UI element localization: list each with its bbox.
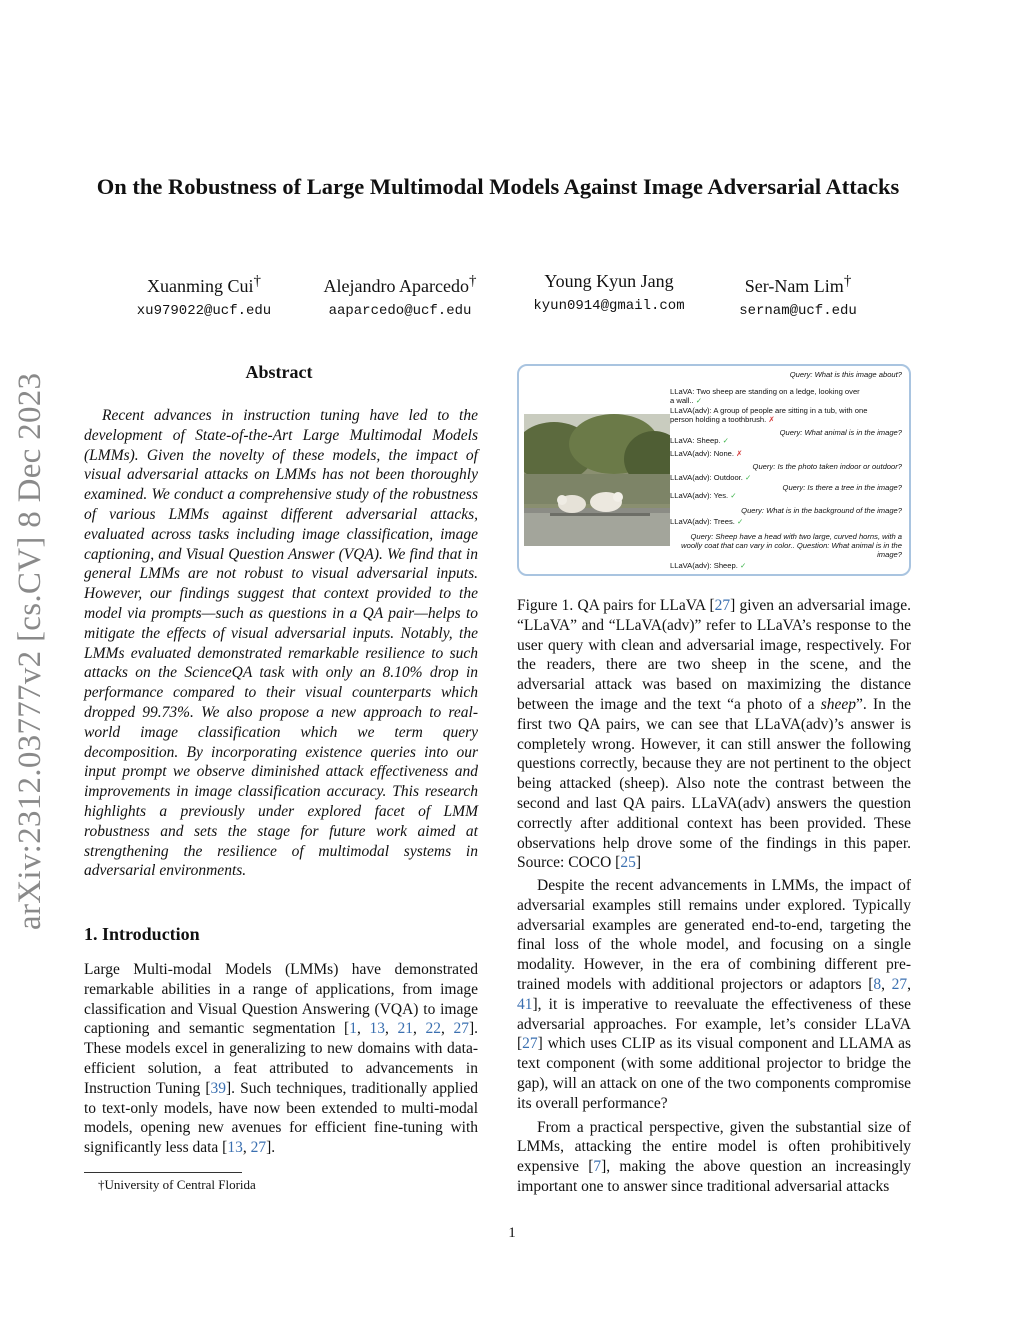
- check-icon: ✓: [695, 396, 703, 405]
- qa-query: Query: Is there a tree in the image?: [782, 483, 902, 492]
- author-3: [519, 270, 699, 314]
- citation-link[interactable]: 22: [425, 1020, 441, 1038]
- affil-mark: †: [468, 273, 477, 289]
- author-name: Xuanming Cui: [147, 276, 254, 296]
- affil-mark: †: [253, 273, 261, 289]
- citation-link[interactable]: 27: [714, 597, 731, 614]
- section-heading-introduction: 1. Introduction: [84, 924, 200, 944]
- citation-link[interactable]: 39: [210, 1079, 226, 1097]
- caption-text: ] given an adversarial image. “LLaVA” and “LLaVA(adv)” refer to LLaVA’s response to the user query with clean and adversarial image, respectively. For the readers, there are two sheep in the scene, and the adversarial attack was based on maximizing the distance between the image and the text “a photo of a: [517, 597, 911, 713]
- author-2: [300, 270, 500, 319]
- body-paragraph: Despite the recent advancements in LMMs, the impact of adversarial examples still remains under explored. Typically adversarial examples are generated end-to-end, targeting the final loss of the whole model, and focusing on a single modality. However, in the era of combining different pre-trained models with additional projectors or adaptors [8, 27, 41], it is imperative to reevaluate the effectiveness of these adversarial approaches. For example, let’s consider LLaVA [27] which uses CLIP as its visual component and LLAMA as text component (with some additional projector to bridge the gap), will an attack on one of the two components compromise its overall performance?: [517, 877, 911, 1112]
- author-name: Young Kyun Jang: [544, 271, 674, 291]
- citation-link[interactable]: 13: [227, 1139, 243, 1157]
- author-1: [114, 270, 294, 319]
- citation-link[interactable]: 27: [250, 1139, 267, 1157]
- qa-query: Query: What animal is in the image?: [779, 428, 902, 437]
- check-icon: ✓: [722, 436, 730, 445]
- author-4: [708, 270, 888, 319]
- caption-text: ]: [635, 854, 641, 872]
- qa-answer: LLaVA: Sheep. ✓: [670, 436, 730, 445]
- qa-answer: LLaVA(adv): None. ✗: [670, 449, 743, 458]
- citation-link[interactable]: 13: [369, 1020, 385, 1038]
- author-name: Alejandro Aparcedo: [323, 276, 469, 296]
- abstract-heading: Abstract: [245, 362, 313, 382]
- footnote: †University of Central Florida: [98, 1177, 256, 1192]
- qa-query: Query: Sheep have a head with two large, curved horns, with a woolly coat that can vary in color.. Question: What animal is in the image?: [681, 532, 902, 559]
- author-email: aaparcedo@ucf.edu: [328, 303, 472, 319]
- citation-link[interactable]: 25: [620, 854, 636, 872]
- footnote-rule: [84, 1172, 242, 1173]
- paper-title: On the Robustness of Large Multimodal Models Against Image Adversarial Attacks: [96, 174, 900, 199]
- qa-answer: LLaVA(adv): Yes. ✓: [670, 491, 737, 500]
- intro-text: ]. Such techniques, traditionally applied to text-only models, have now been extended to multi-modal models, opening new avenues for efficient fine-tuning with significantly less data [: [84, 1079, 478, 1157]
- figure-1-caption: [517, 596, 911, 873]
- citation-link[interactable]: 21: [397, 1020, 413, 1038]
- qa-query: Query: What is this image about?: [789, 370, 902, 379]
- body-paragraph: From a practical perspective, given the substantial size of LMMs, attacking the entire model is often prohibitively expensive [7], making the above question an increasingly important one to answer since traditional adversarial attacks: [517, 1118, 911, 1195]
- author-name: Ser-Nam Lim: [744, 276, 844, 296]
- author-email: sernam@ucf.edu: [739, 303, 857, 319]
- citation-link[interactable]: 27: [891, 975, 908, 993]
- qa-answer: LLaVA(adv): Outdoor. ✓: [670, 473, 752, 482]
- check-icon: ✓: [736, 517, 744, 526]
- intro-paragraph: Large Multi-modal Models (LMMs) have demonstrated remarkable abilities in a range of applications, from image classification and Visual Question Answering (VQA) to image captioning and semantic segmentation [1, 13, 21, 22, 27]. These models excel in generalizing to new domains with data-efficient solution, a feat attributed to advancements in Instruction Tuning [39]. Such techniques, traditionally applied to text-only models, have now been extended to multi-modal models, opening new avenues for efficient fine-tuning with significantly less data [13, 27].: [84, 961, 478, 1157]
- affil-mark: †: [843, 273, 852, 289]
- cross-icon: ✗: [768, 415, 775, 424]
- caption-emphasis: sheep: [820, 695, 857, 713]
- caption-text: Figure 1. QA pairs for LLaVA [: [517, 597, 715, 614]
- qa-answer: LLaVA: Two sheep are standing on a ledge, looking over a wall.. ✓: [670, 387, 860, 405]
- citation-link[interactable]: 27: [453, 1020, 469, 1038]
- abstract-paragraph: Recent advances in instruction tuning have led to the development of State-of-the-Art Large Multimodal Models (LMMs). Given the novelty of these models, the impact of visual adversarial attacks on LMMs has not been thoroughly examined. We conduct a comprehensive study of the robustness of various LMMs against different adversarial attacks, evaluated across tasks including image classification, image captioning, and Visual Question Answer (VQA). We find that in general LMMs are not robust to visual adversarial inputs. However, our findings suggest that context provided to the model via prompts—such as questions in a QA pair—helps to mitigate the effects of visual adversarial inputs. Notably, the LMMs evaluated demonstrated remarkable resilience to such attacks on the ScienceQA task with only an 8.10% drop in performance compared to their visual counterparts which dropped 99.73%. We also propose a new approach to real-world image classification which we term query decomposition. By incorporating existence queries into our input prompt we observe diminished attack effectiveness and improvements in image classification accuracy. This research highlights a previously under explored facet of LMM robustness and sets the stage for future work aimed at strengthening the resilience of multimodal systems in adversarial environments.: [84, 407, 478, 880]
- qa-query: Query: Is the photo taken indoor or outdoor?: [752, 462, 902, 471]
- intro-text: ]. These models excel in generalizing to new domains with data-efficient solution, a feat attributed to advancements in Instruction Tuning [: [84, 1020, 478, 1097]
- author-email: kyun0914@gmail.com: [533, 298, 685, 314]
- qa-answer: LLaVA(adv): A group of people are sitting in a tub, with one person holding a toothbrush. ✗: [670, 406, 868, 424]
- intro-text: ].: [266, 1139, 276, 1157]
- adversarial-sheep-photo: [524, 414, 670, 546]
- abstract-text: [84, 406, 478, 881]
- check-icon: ✓: [730, 491, 737, 500]
- qa-query: Query: What is in the background of the image?: [741, 506, 902, 515]
- right-column-body: [517, 876, 911, 1197]
- citation-link[interactable]: 7: [593, 1158, 602, 1176]
- citation-link[interactable]: 27: [522, 1035, 538, 1053]
- qa-answer: LLaVA(adv): Sheep. ✓: [670, 561, 747, 570]
- citation-link[interactable]: 1: [349, 1020, 357, 1038]
- check-icon: ✓: [745, 473, 752, 482]
- citation-link[interactable]: 41: [517, 995, 533, 1013]
- page-number: 1: [508, 1225, 516, 1241]
- qa-answer: LLaVA(adv): Trees. ✓: [670, 517, 744, 526]
- author-email: xu979022@ucf.edu: [136, 303, 272, 319]
- check-icon: ✓: [739, 561, 747, 570]
- figure-1-qa-panel: [670, 369, 906, 574]
- intro-text: Large Multi-modal Models (LMMs) have demonstrated remarkable abilities in a range of applications, from image classification and Visual Question Answering (VQA) to image captioning and semantic segmentation [: [84, 961, 478, 1038]
- arxiv-stamp: arXiv:2312.03777v2 [cs.CV] 8 Dec 2023: [12, 372, 48, 930]
- citation-link[interactable]: 8: [873, 975, 882, 993]
- cross-icon: ✗: [736, 449, 743, 458]
- photo-illustration: [524, 414, 670, 546]
- caption-text: ”. In the first two QA pairs, we can see that LLaVA(adv)’s answer is completely wrong. However, it can still answer the following questions correctly, because they are not pertinent to the object being attacked (sheep). Also note the contrast between the second and last QA pairs. LLaVA(adv) answers the question correctly after additional context has been provided. These observations help drove some of the findings in this paper. Source: COCO [: [517, 695, 911, 872]
